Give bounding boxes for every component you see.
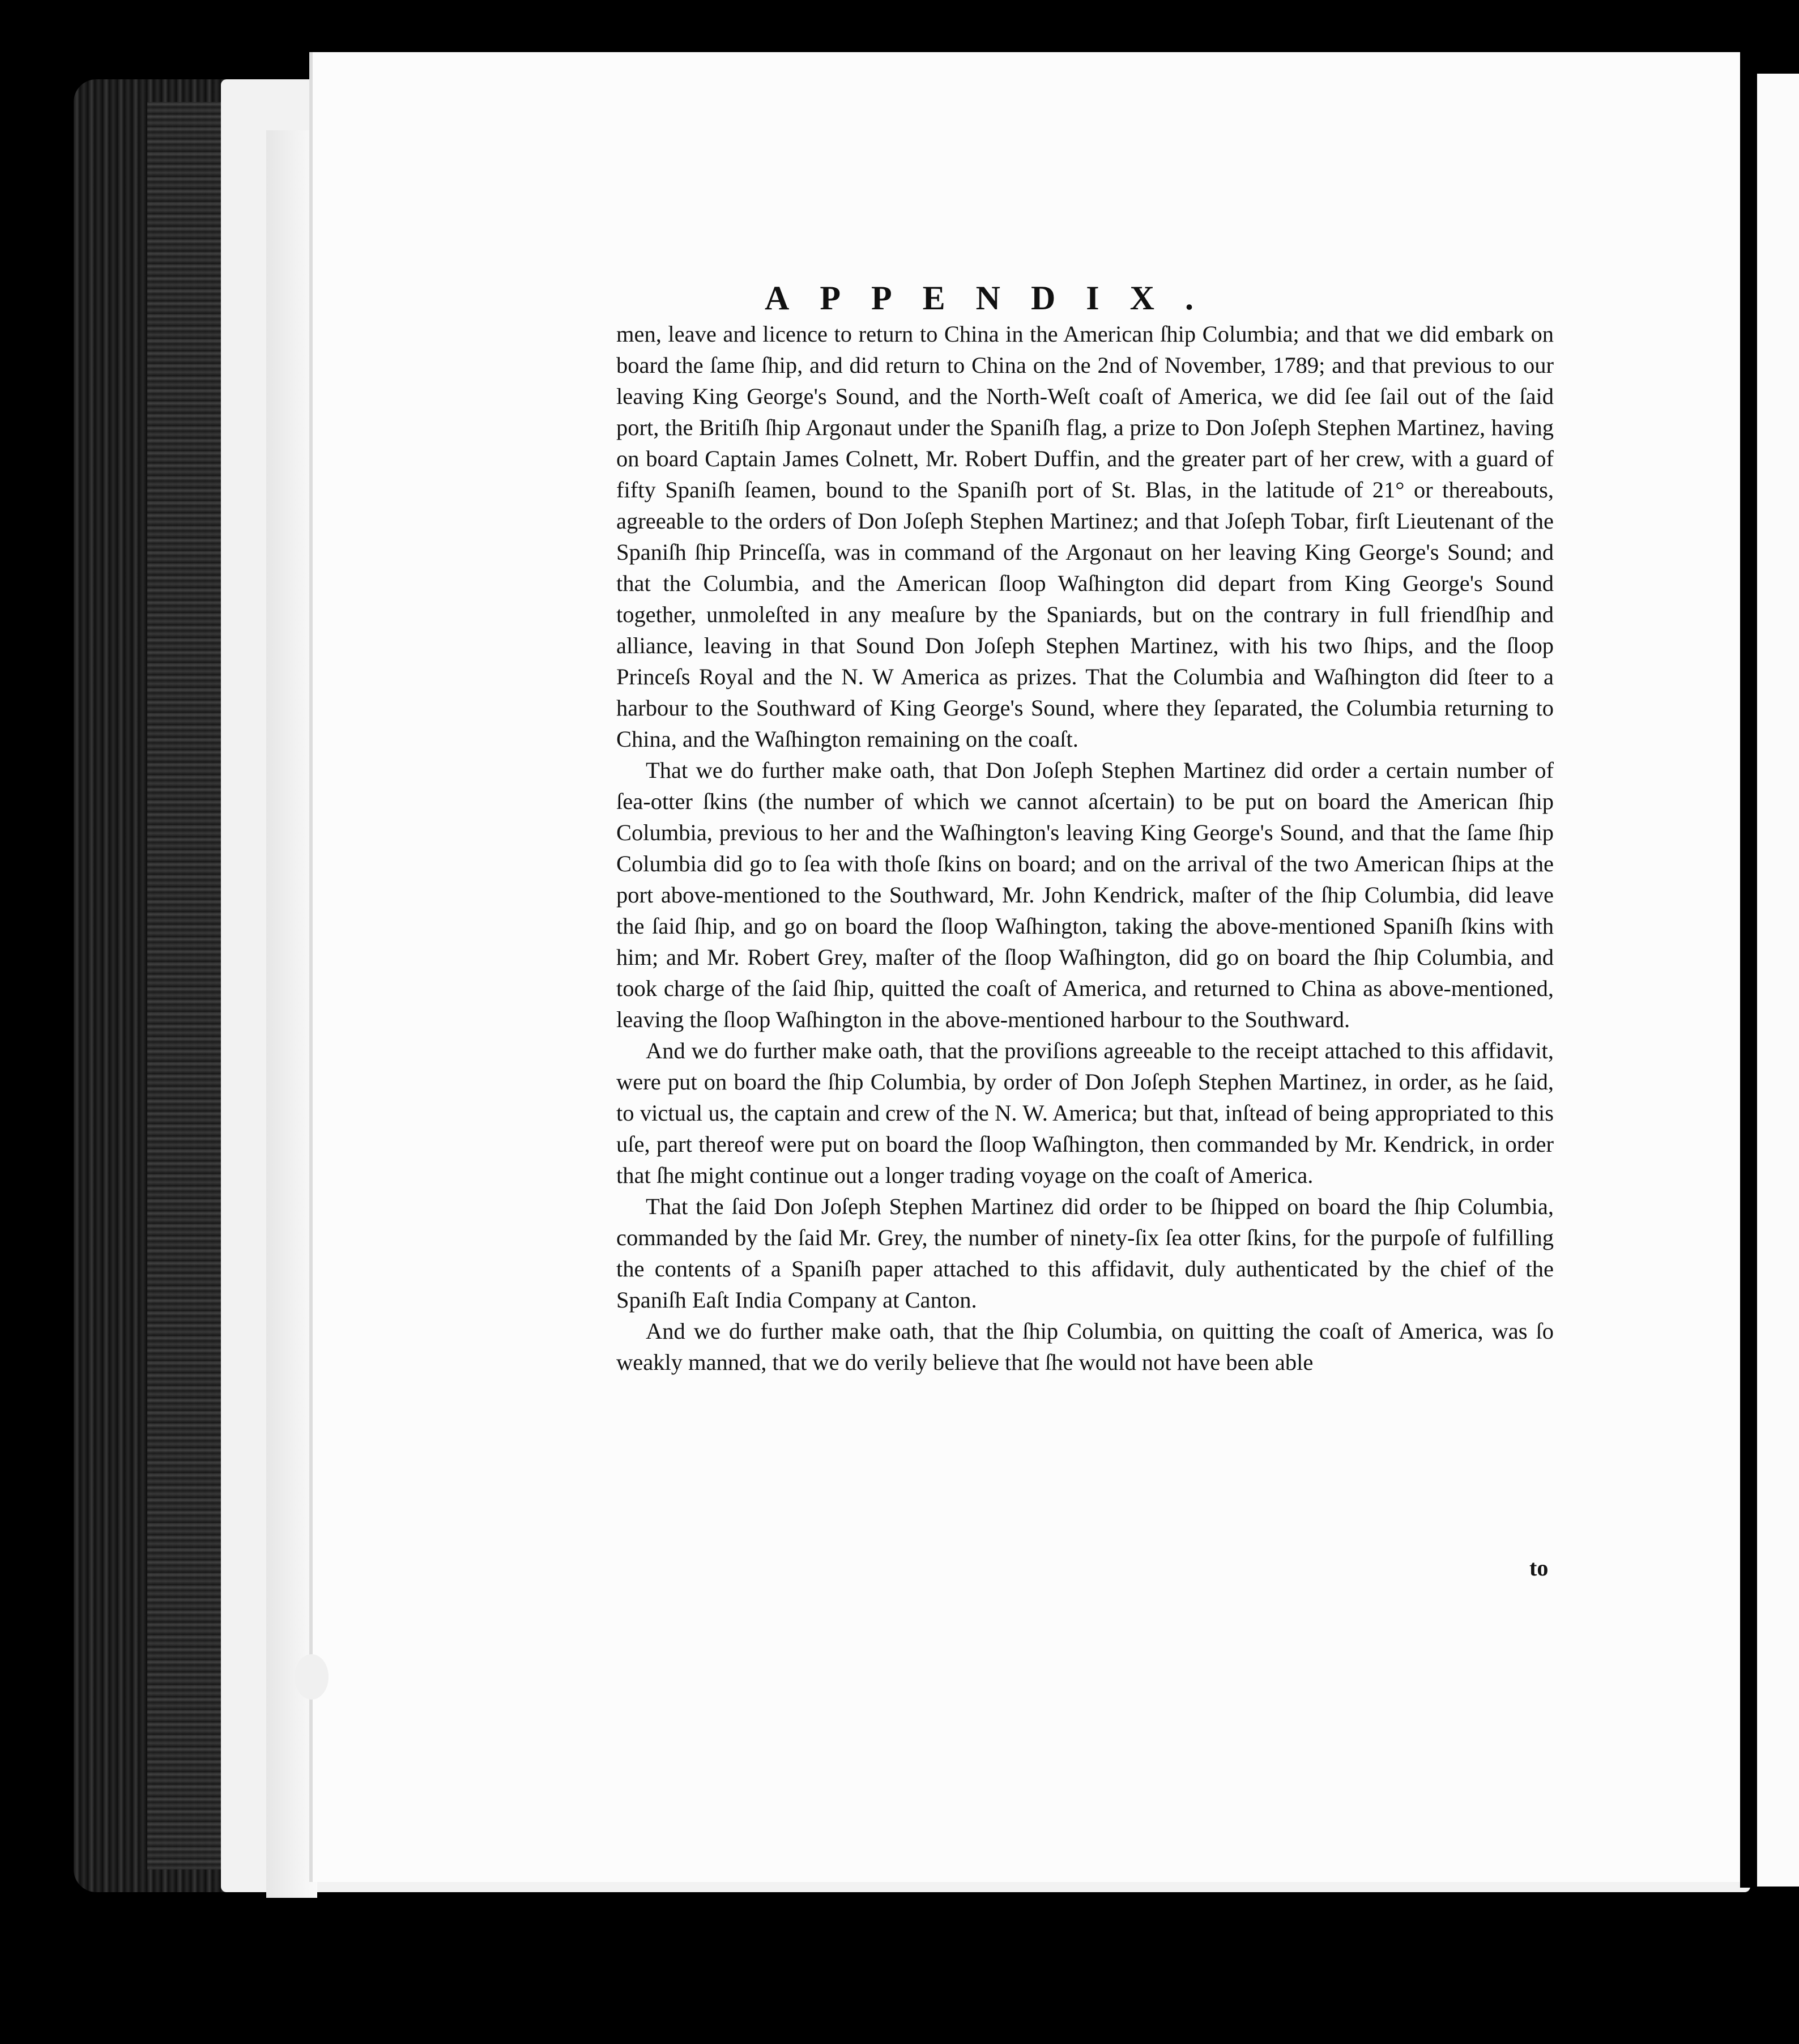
paper-stain bbox=[295, 1654, 329, 1700]
page-header: APPENDIX. bbox=[765, 279, 1224, 317]
paragraph-1: men, leave and licence to return to China in the American ſhip Columbia; and that we did embark on board the ſame ſhip, and did return to China on the 2nd of November, 1789; and that previous to our leaving King George's Sound, and the North-Weſt coaſt of America, we did ſee ſail out of the ſaid port, the Britiſh ſhip Argonaut under the Spaniſh flag, a prize to Don Joſeph Stephen Martinez, having on board Captain James Colnett, Mr. Robert Duffin, and the greater part of her crew, with a guard of fifty Spaniſh ſeamen, bound to the Spaniſh port of St. Blas, in the latitude of 21° or thereabouts, agreeable to the orders of Don Joſeph Stephen Martinez; and that Joſeph Tobar, firſt Lieutenant of the Spaniſh ſhip Princeſſa, was in command of the Argonaut on her leaving King George's Sound; and that the Columbia, and the American ſloop Waſhington did depart from King George's Sound together, unmoleſted in any meaſure by the Spaniards, but on the contrary in full friendſhip and alliance, leaving in that Sound Don Joſeph Stephen Martinez, with his two ſhips, and the ſloop Princeſs Royal and the N. W America as prizes. That the Columbia and Waſhington did ſteer to a harbour to the Southward of King George's Sound, where they ſeparated, the Columbia returning to China, and the Waſhington remaining on the coaſt. bbox=[616, 321, 1554, 752]
paragraph-5: And we do further make oath, that the ſhip Columbia, on quitting the coaſt of America, was ſo weakly manned, that we do verily believe that ſhe would not have been able bbox=[616, 1318, 1554, 1375]
catchword: to bbox=[1529, 1555, 1549, 1581]
paragraph-4: That the ſaid Don Joſeph Stephen Martinez did order to be ſhipped on board the ſhip Columbia, commanded by the ſaid Mr. Grey, the number of ninety-ſix ſea otter ſkins, for the purpoſe of fulfilling the contents of a Spaniſh paper attached to this affidavit, duly authenticated by the chief of the Spaniſh Eaſt India Company at Canton. bbox=[616, 1194, 1554, 1313]
paragraph-2: That we do further make oath, that Don Joſeph Stephen Martinez did order a certain number of ſea-otter ſkins (the number of which we cannot aſcertain) to be put on board the American ſhip Columbia, previous to her and the Waſhington's leaving King George's Sound, and that the ſame ſhip Columbia did go to ſea with thoſe ſkins on board; and on the arrival of the two American ſhips at the port above-mentioned to the Southward, Mr. John Kendrick, maſter of the ſhip Columbia, did leave the ſaid ſhip, and go on board the ſloop Waſhington, taking the above-mentioned Spaniſh ſkins with him; and Mr. Robert Grey, maſter of the ſloop Waſhington, did go on board the ſhip Columbia, and took charge of the ſaid ſhip, quitted the coaſt of America, and returned to China as above-mentioned, leaving the ſloop Waſhington in the above-mentioned harbour to the Southward. bbox=[616, 757, 1554, 1032]
page-inner-margin bbox=[266, 130, 317, 1898]
page-gutter-right bbox=[1740, 52, 1757, 1888]
body-text bbox=[616, 318, 1554, 1378]
paragraph-3: And we do further make oath, that the proviſions agreeable to the receipt attached to this affidavit, were put on board the ſhip Columbia, by order of Don Joſeph Stephen Martinez, in order, as he ſaid, to victual us, the captain and crew of the N. W. America; but that, inſtead of being appropriated to this uſe, part thereof were put on board the ſloop Waſhington, then commanded by Mr. Kendrick, in order that ſhe might continue out a longer trading voyage on the coaſt of America. bbox=[616, 1038, 1554, 1188]
adjacent-page-strip bbox=[1757, 74, 1799, 1887]
